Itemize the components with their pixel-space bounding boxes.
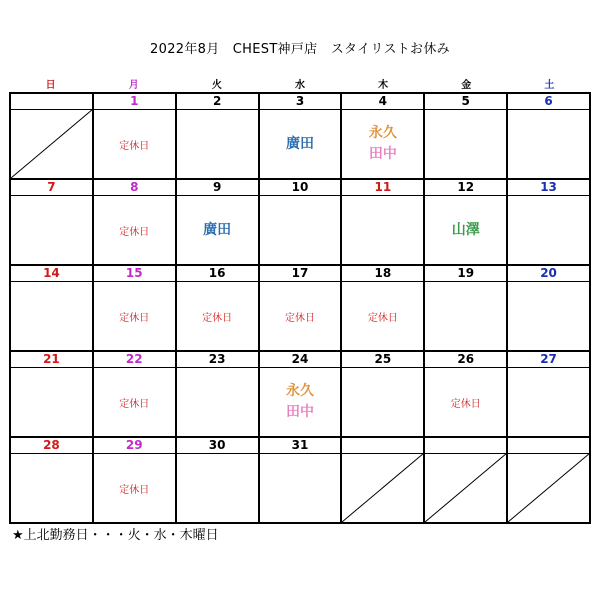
- calendar-day-cell: [11, 94, 94, 180]
- day-content: [425, 454, 506, 522]
- calendar-day-cell: [260, 266, 343, 352]
- stylist-off-name: 廣田: [203, 221, 232, 238]
- day-content: [342, 196, 423, 264]
- calendar-day-cell: [94, 352, 177, 438]
- day-content: [177, 282, 258, 350]
- weekday-label: 火: [211, 80, 222, 91]
- day-content: [177, 110, 258, 178]
- calendar-day-cell: [508, 352, 591, 438]
- day-content: [11, 110, 92, 178]
- day-number: 15: [94, 266, 175, 282]
- day-number: 30: [177, 438, 258, 454]
- calendar-day-cell: [177, 266, 260, 352]
- day-number: 20: [508, 266, 589, 282]
- day-number: 27: [508, 352, 589, 368]
- calendar-day-cell: [11, 352, 94, 438]
- day-content: [94, 196, 175, 264]
- calendar-day-cell: [94, 94, 177, 180]
- day-number: 16: [177, 266, 258, 282]
- stylist-off-name: 田中: [368, 146, 397, 162]
- day-content: [508, 110, 589, 178]
- day-content: [425, 110, 506, 178]
- day-number: 3: [260, 94, 341, 110]
- day-number: 31: [260, 438, 341, 454]
- day-number: [11, 94, 92, 110]
- closed-day-label: 定休日: [119, 312, 150, 324]
- day-number: 9: [177, 180, 258, 196]
- calendar-day-cell: [260, 352, 343, 438]
- day-content: [94, 110, 175, 178]
- day-content: [342, 368, 423, 436]
- day-number: 21: [11, 352, 92, 368]
- calendar-day-cell: [342, 352, 425, 438]
- calendar-day-cell: [508, 180, 591, 266]
- closed-day-label: 定休日: [284, 312, 315, 324]
- day-number: 26: [425, 352, 506, 368]
- weekday-label: 金: [461, 80, 472, 91]
- day-number: 1: [94, 94, 175, 110]
- day-content: [11, 196, 92, 264]
- closed-day-label: 定休日: [119, 398, 150, 410]
- day-content: [260, 368, 341, 436]
- day-content: [177, 368, 258, 436]
- calendar-day-cell: [508, 94, 591, 180]
- day-content: [508, 196, 589, 264]
- day-number: 28: [11, 438, 92, 454]
- day-content: [508, 368, 589, 436]
- closed-day-label: 定休日: [119, 140, 150, 152]
- calendar-day-cell: [342, 266, 425, 352]
- closed-day-label: 定休日: [119, 484, 150, 496]
- day-number: 29: [94, 438, 175, 454]
- day-number: 17: [260, 266, 341, 282]
- slash-line: [425, 454, 506, 522]
- calendar-day-cell: [342, 94, 425, 180]
- day-number: [342, 438, 423, 454]
- calendar-week-row: [11, 352, 591, 438]
- closed-day-label: 定休日: [119, 226, 150, 238]
- slash-line: [508, 454, 589, 522]
- day-content: [508, 454, 589, 522]
- day-number: 22: [94, 352, 175, 368]
- day-number: 8: [94, 180, 175, 196]
- day-content: [11, 454, 92, 522]
- day-number: 2: [177, 94, 258, 110]
- day-content: [425, 196, 506, 264]
- calendar-day-cell: [94, 180, 177, 266]
- calendar-week-row: [11, 180, 591, 266]
- day-content: [94, 282, 175, 350]
- weekday-header-row: [9, 80, 591, 92]
- calendar-day-cell: [425, 352, 508, 438]
- calendar-day-cell: [177, 438, 260, 524]
- day-number: 5: [425, 94, 506, 110]
- stylist-off-name: 山澤: [451, 221, 480, 238]
- calendar-day-cell: [260, 438, 343, 524]
- day-number: 4: [342, 94, 423, 110]
- calendar-day-cell: [177, 180, 260, 266]
- day-content: [508, 282, 589, 350]
- day-number: [508, 438, 589, 454]
- calendar-day-cell: [508, 438, 591, 524]
- stylist-off-name: 永久: [368, 125, 397, 141]
- day-content: [94, 454, 175, 522]
- calendar-day-cell: [177, 352, 260, 438]
- calendar-day-cell: [425, 180, 508, 266]
- day-number: [425, 438, 506, 454]
- slash-line: [342, 454, 423, 522]
- weekday-label: 木: [378, 80, 389, 91]
- closed-day-label: 定休日: [367, 312, 398, 324]
- calendar-grid: [9, 92, 591, 524]
- calendar-day-cell: [11, 180, 94, 266]
- day-content: [260, 110, 341, 178]
- closed-day-label: 定休日: [202, 312, 233, 324]
- day-content: [425, 282, 506, 350]
- day-content: [260, 282, 341, 350]
- day-number: 7: [11, 180, 92, 196]
- calendar-title: 2022年8月 CHEST神戸店 スタイリストお休み: [150, 42, 450, 57]
- calendar-day-cell: [11, 266, 94, 352]
- day-content: [94, 368, 175, 436]
- day-content: [260, 196, 341, 264]
- day-number: 12: [425, 180, 506, 196]
- day-content: [260, 454, 341, 522]
- day-content: [425, 368, 506, 436]
- day-number: 6: [508, 94, 589, 110]
- calendar-day-cell: [260, 180, 343, 266]
- closed-day-label: 定休日: [450, 398, 481, 410]
- empty-cell-slash: [342, 454, 423, 522]
- day-number: 10: [260, 180, 341, 196]
- day-number: 23: [177, 352, 258, 368]
- day-number: 19: [425, 266, 506, 282]
- stylist-off-name: 永久: [285, 383, 314, 399]
- calendar-day-cell: [94, 438, 177, 524]
- calendar-week-row: [11, 94, 591, 180]
- weekday-label: 水: [294, 80, 305, 91]
- day-number: 18: [342, 266, 423, 282]
- day-content: [342, 110, 423, 178]
- calendar-day-cell: [425, 266, 508, 352]
- weekday-label: 日: [45, 80, 56, 91]
- day-content: [11, 282, 92, 350]
- footnote: ★上北勤務日・・・火・水・木曜日: [12, 528, 219, 543]
- day-content: [11, 368, 92, 436]
- day-content: [342, 282, 423, 350]
- calendar-week-row: [11, 438, 591, 524]
- day-content: [342, 454, 423, 522]
- calendar-day-cell: [342, 438, 425, 524]
- calendar-day-cell: [425, 438, 508, 524]
- stylist-off-name: 廣田: [285, 135, 314, 152]
- day-content: [177, 454, 258, 522]
- calendar-day-cell: [425, 94, 508, 180]
- weekday-label: 土: [544, 80, 555, 91]
- stylist-off-name: 田中: [285, 404, 314, 420]
- day-content: [177, 196, 258, 264]
- day-number: 13: [508, 180, 589, 196]
- calendar-day-cell: [342, 180, 425, 266]
- empty-cell-slash: [11, 110, 92, 178]
- calendar-day-cell: [94, 266, 177, 352]
- empty-cell-slash: [425, 454, 506, 522]
- day-number: 11: [342, 180, 423, 196]
- calendar-week-row: [11, 266, 591, 352]
- calendar-day-cell: [11, 438, 94, 524]
- day-number: 14: [11, 266, 92, 282]
- empty-cell-slash: [508, 454, 589, 522]
- weekday-label: 月: [128, 80, 139, 91]
- calendar-day-cell: [260, 94, 343, 180]
- calendar-day-cell: [508, 266, 591, 352]
- day-number: 24: [260, 352, 341, 368]
- slash-line: [11, 110, 92, 178]
- day-number: 25: [342, 352, 423, 368]
- calendar-day-cell: [177, 94, 260, 180]
